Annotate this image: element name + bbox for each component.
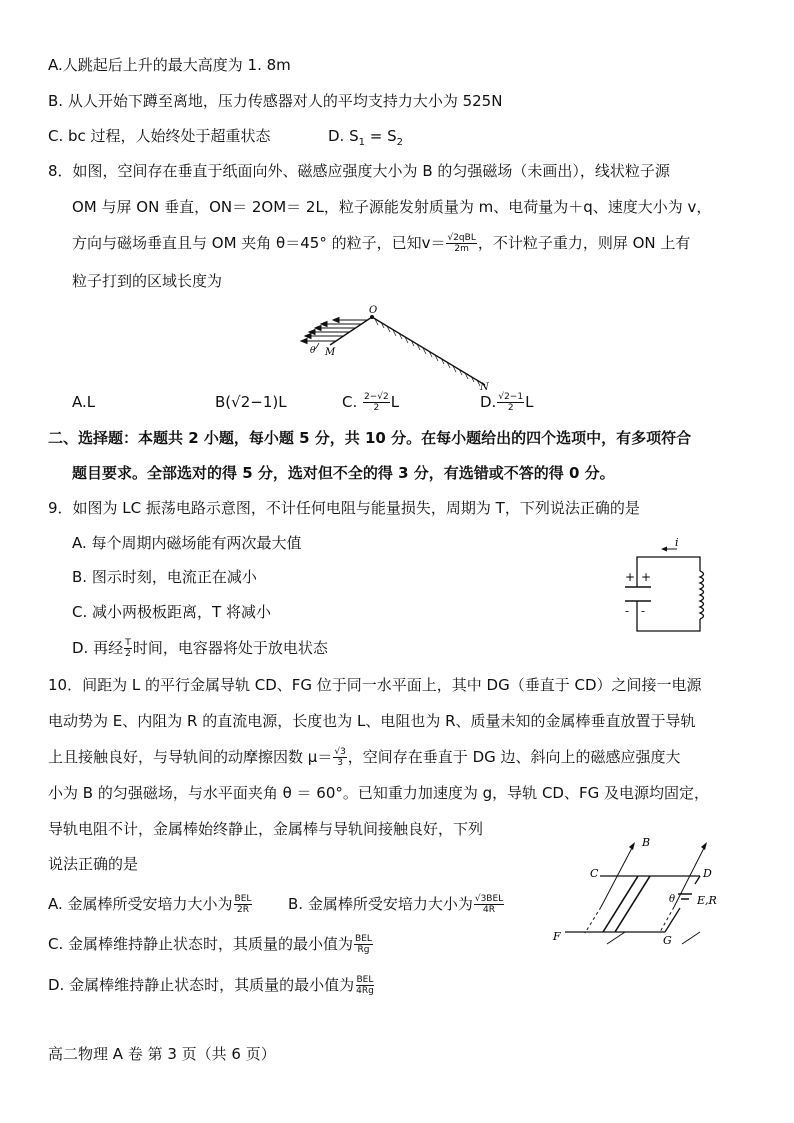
q10-option-a: A. 金属棒所受安培力大小为 $\frac{\text{BEL}}{2R}$	[48, 894, 252, 915]
q9-option-b: B. 图示时刻，电流正在减小	[72, 568, 257, 586]
q8-velocity-fraction: $\frac{\text{√2qBL}}{2m}$	[447, 233, 476, 254]
q9-stem: 9．如图为 LC 振荡电路示意图，不计任何电阻与能量损失，周期为 T，下列说法正确的是	[48, 499, 640, 517]
q8-stem-line4: 粒子打到的区域长度为	[72, 272, 223, 290]
q10-option-d: D. 金属棒维持静止状态时，其质量的最小值为 $\frac{\text{BEL}}{4Rg}$	[48, 975, 374, 996]
q10-stem-line4: 小为 B 的匀强磁场，与水平面夹角 θ ＝ 60°。已知重力加速度为 g，导轨 CD、FG 及电源均固定，	[48, 784, 709, 802]
q9-option-c: C. 减小两极板距离，T 将减小	[72, 603, 271, 621]
q7-option-d: D. $S_1 = S_2$	[328, 127, 403, 148]
q8-option-d: D. $\frac{√2-1}{2}$ L	[480, 392, 534, 413]
q8-option-c: C. $\frac{2-√2}{2}$ L	[342, 392, 400, 413]
q8-label-o: O	[369, 305, 378, 316]
page-footer: 高二物理 A 卷 第 3 页（共 6 页）	[48, 1045, 276, 1063]
q10-label-c: C	[590, 867, 599, 880]
q7-option-a: A.人跳起后上升的最大高度为 1. 8m	[48, 56, 291, 74]
q8-figure	[295, 305, 495, 390]
q10-label-d: D	[703, 867, 712, 880]
q10-option-b: B. 金属棒所受安培力大小为 $\frac{\text{√3BEL}}{4R}$	[288, 894, 504, 915]
q10-rail-figure	[545, 832, 735, 950]
q10-option-c: C. 金属棒维持静止状态时，其质量的最小值为 $\frac{\text{BEL}}{Rg}$	[48, 934, 372, 955]
q9-label-plus-left: +	[625, 570, 636, 584]
q10-label-b: B	[642, 836, 651, 849]
q10-stem-line5: 导轨电阻不计，金属棒始终静止，金属棒与导轨间接触良好，下列	[48, 820, 484, 838]
q8-stem-line2: OM 与屏 ON 垂直，ON＝ 2OM＝ 2L，粒子源能发射质量为 m、电荷量为＋q、速度大小为 v，	[72, 198, 712, 216]
q7-option-b: B. 从人开始下蹲至离地，压力传感器对人的平均支持力大小为 525N	[48, 92, 503, 110]
q10-stem-line6: 说法正确的是	[48, 855, 139, 873]
q10-mu-fraction: $\frac{√3}{3}$	[334, 747, 346, 768]
q10-stem-line2: 电动势为 E、内阻为 R 的直流电源，长度也为 L、电阻也为 R、质量未知的金属棒垂直放置于导轨	[48, 712, 696, 730]
q8-label-n: N	[480, 382, 489, 390]
q9-lc-circuit-figure	[615, 535, 720, 640]
q10-label-theta: θ	[669, 894, 676, 905]
q9-label-minus-left: -	[625, 604, 630, 618]
q9-label-plus-right: +	[641, 570, 652, 584]
section2-heading-line1: 二、选择题：本题共 2 小题，每小题 5 分，共 10 分。在每小题给出的四个选项中，有多项符合	[48, 429, 692, 447]
q10-label-g: G	[663, 934, 672, 947]
section2-heading-line2: 题目要求。全部选对的得 5 分，选对但不全的得 3 分，有选错或不答的得 0 分。	[72, 464, 615, 482]
q10-stem-line1: 10．间距为 L 的平行金属导轨 CD、FG 位于同一水平面上，其中 DG（垂直于 CD）之间接一电源	[48, 676, 702, 694]
q10-label-f: F	[553, 930, 561, 943]
q9-label-minus-right: -	[641, 604, 646, 618]
q9-option-a: A. 每个周期内磁场能有两次最大值	[72, 534, 302, 552]
q10-label-emf: E,R	[697, 894, 717, 907]
q8-option-b: B(√2−1)L	[215, 393, 287, 411]
q9-option-d: D. 再经 $\frac{T}{2}$ 时间，电容器将处于放电状态	[72, 638, 328, 659]
q8-label-m: M	[325, 347, 336, 358]
q8-option-a: A.L	[72, 393, 96, 411]
q8-label-theta: θ	[310, 346, 316, 356]
q7-option-c: C. bc 过程，人始终处于超重状态	[48, 127, 271, 145]
q10-stem-line3: 上且接触良好，与导轨间的动摩擦因数 μ＝ $\frac{√3}{3}$ ，空间存在垂直于 DG 边、斜向上的磁感应强度大	[48, 747, 681, 768]
q8-stem-line1: 8．如图，空间存在垂直于纸面向外、磁感应强度大小为 B 的匀强磁场（未画出），线状粒子源	[48, 162, 670, 180]
q9-label-current: i	[675, 536, 679, 549]
q8-stem-line3: 方向与磁场垂直且与 OM 夹角 θ＝45° 的粒子，已知v＝ $\frac{\text{√2qBL}}{2m}$ ，不计粒子重力，则屏 ON 上有	[72, 233, 691, 254]
